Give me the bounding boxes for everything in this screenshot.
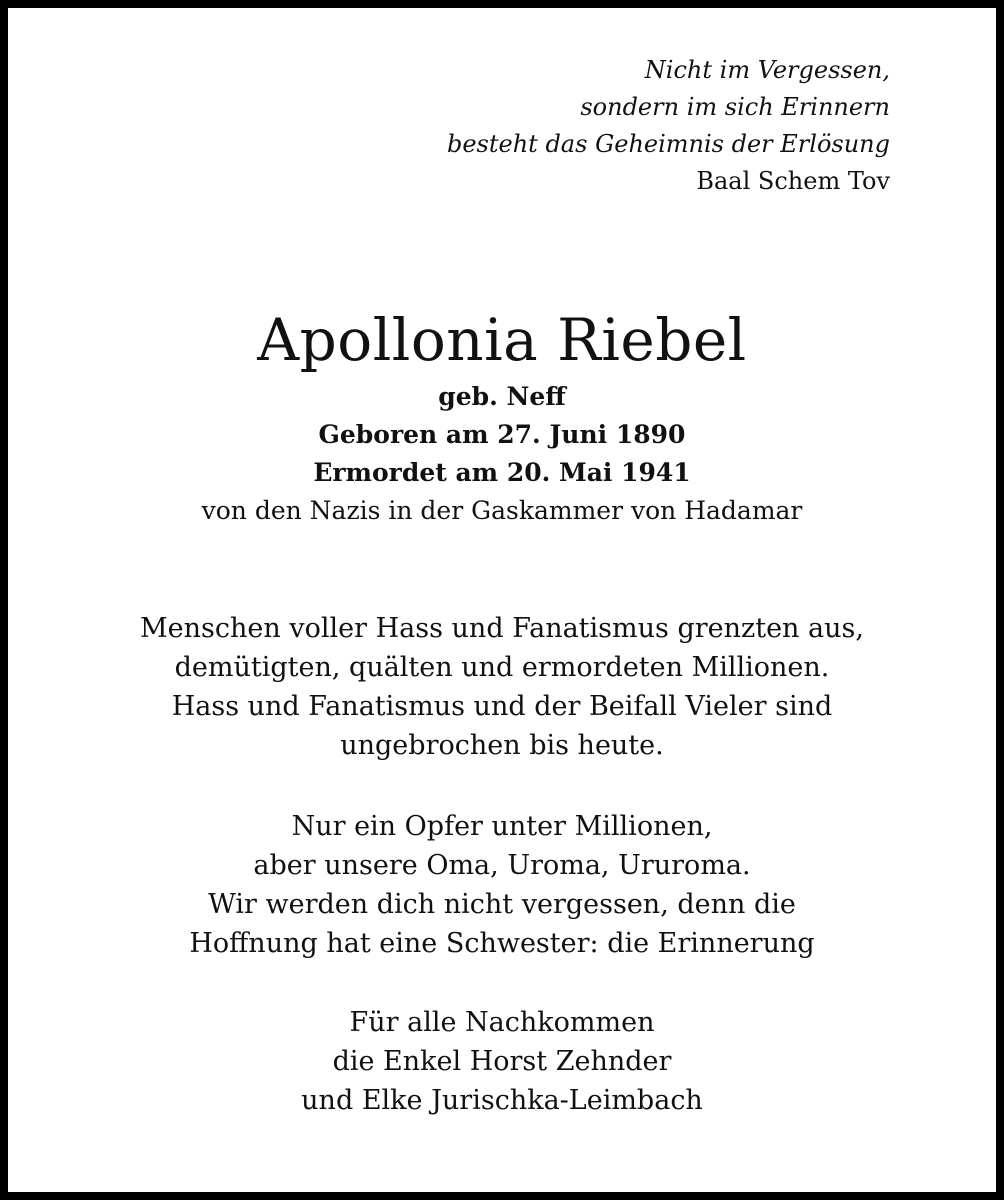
paragraph-line: Nur ein Opfer unter Millionen, [291,811,713,842]
deceased-details [0,378,1004,530]
paragraph-line: Wir werden dich nicht vergessen, denn die [208,889,796,920]
maiden-name: geb. Neff [438,382,566,411]
paragraph-line: ungebrochen bis heute. [340,730,664,761]
death-date: Ermordet am 20. Mai 1941 [313,458,691,487]
birth-date: Geboren am 27. Juni 1890 [318,420,686,449]
paragraph-line: Hoffnung hat eine Schwester: die Erinnerung [189,928,815,959]
quote-author: Baal Schem Tov [696,167,890,195]
paragraph-remembrance [0,609,1004,765]
paragraph-dedication [0,807,1004,963]
paragraph-line: Menschen voller Hass und Fanatismus grenzten aus, [140,613,864,644]
epigraph-quote [447,52,890,200]
quote-line: sondern im sich Erinnern [580,93,890,121]
signatories [0,1003,1004,1120]
quote-line: besteht das Geheimnis der Erlösung [446,130,890,158]
signatory-line: die Enkel Horst Zehnder [332,1046,672,1077]
paragraph-line: aber unsere Oma, Uroma, Ururoma. [253,850,751,881]
quote-line: Nicht im Vergessen, [644,56,890,84]
paragraph-line: demütigten, quälten und ermordeten Millionen. [174,652,830,683]
death-circumstance: von den Nazis in der Gaskammer von Hadamar [201,496,803,525]
deceased-name: Apollonia Riebel [257,306,747,374]
paragraph-line: Hass und Fanatismus und der Beifall Vieler sind [171,691,833,722]
signatory-line: Für alle Nachkommen [349,1007,655,1038]
signatory-line: und Elke Jurischka-Leimbach [301,1085,703,1116]
